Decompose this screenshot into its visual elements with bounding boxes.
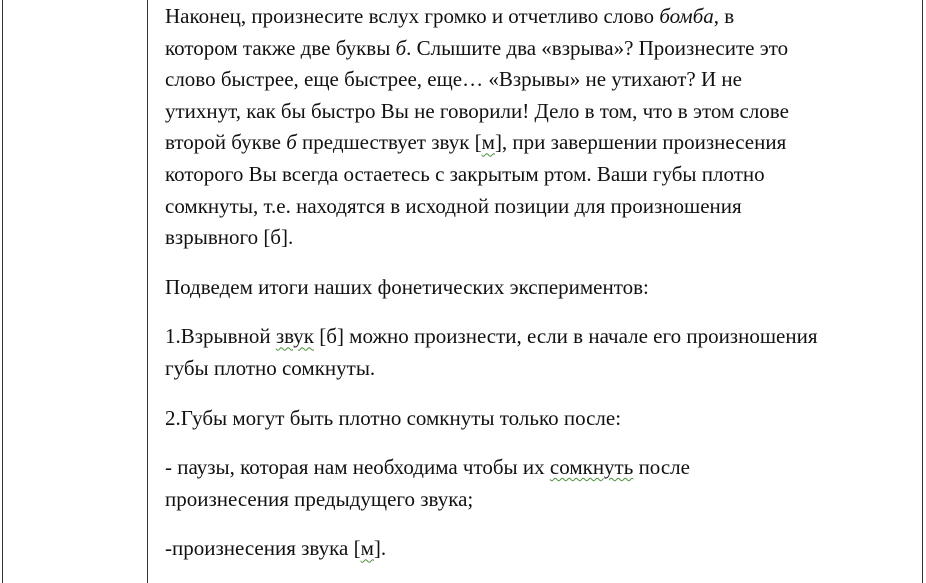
- paragraph-point-2: [165, 403, 917, 435]
- spellcheck-underlined-word: м: [360, 536, 374, 561]
- italic-letter: б: [395, 35, 407, 60]
- table-cell-text: [165, 0, 917, 583]
- table-border-right: [922, 0, 923, 583]
- italic-word: бомба: [659, 4, 714, 28]
- paragraph-summary-heading: [165, 272, 917, 304]
- text-run: -произнесения звука [: [165, 536, 361, 561]
- text-line: 2.Губы могут быть плотно сомкнуты только после:: [165, 405, 622, 430]
- paragraph-explanation: [165, 0, 917, 254]
- text-line: [165, 452, 917, 484]
- text-run: Наконец, произнесите вслух громко и отчетливо слово: [165, 4, 660, 28]
- text-line: которого Вы всегда остаетесь с закрытым ртом. Ваши губы плотно: [165, 161, 765, 186]
- text-run: после: [633, 455, 690, 480]
- text-line: слово быстрее, еще быстрее, еще… «Взрывы» не утихают? И не: [165, 67, 742, 92]
- text-run: - паузы, которая нам необходима чтобы их: [165, 455, 550, 480]
- text-line: [165, 321, 917, 353]
- spellcheck-underlined-word: звук: [275, 324, 315, 349]
- paragraph-bullet-pause: [165, 452, 917, 515]
- text-run: ].: [373, 536, 387, 561]
- text-line: губы плотно сомкнуты.: [165, 355, 376, 380]
- spellcheck-underlined-word: сомкнуть: [549, 455, 634, 480]
- text-run: . Слышите два «взрыва»? Произнесите это: [406, 35, 789, 60]
- text-line: [165, 533, 917, 565]
- text-line: [165, 127, 917, 159]
- text-run: предшествует звук [: [296, 130, 482, 155]
- text-line: [165, 1, 917, 33]
- text-line: Подведем итоги наших фонетических экспериментов:: [165, 274, 649, 299]
- text-run: [б] можно произнести, если в начале его произношения: [314, 324, 818, 349]
- text-line: произнесения предыдущего звука;: [165, 486, 474, 511]
- text-line: взрывного [б].: [165, 225, 294, 250]
- paragraph-point-1: [165, 321, 917, 384]
- table-border-middle: [147, 0, 148, 583]
- text-run: , в: [713, 4, 735, 28]
- text-run: 1.Взрывной: [165, 324, 276, 349]
- paragraph-bullet-sound: [165, 533, 917, 565]
- text-line: [165, 33, 917, 65]
- text-line: утихнут, как бы быстро Вы не говорили! Дело в том, что в этом слове: [165, 98, 789, 123]
- text-run: ], при завершении произнесения: [494, 130, 787, 155]
- table-border-left: [2, 0, 3, 583]
- italic-letter: б: [286, 130, 297, 155]
- text-run: второй букве: [165, 130, 287, 155]
- text-line: сомкнуты, т.е. находятся в исходной позиции для произношения: [165, 193, 742, 218]
- text-run: котором также две буквы: [165, 35, 396, 60]
- spellcheck-underlined-word: м: [481, 130, 495, 155]
